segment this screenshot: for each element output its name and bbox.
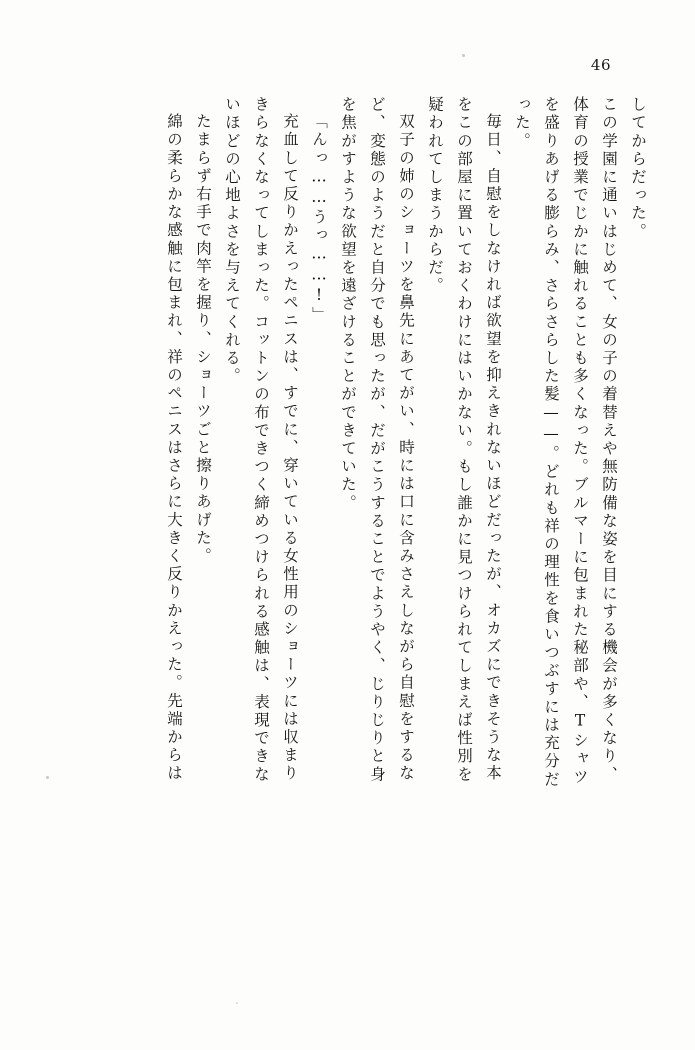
vertical-text-body: [52, 96, 645, 998]
text-column: 「んっ……うっ……!」: [310, 113, 328, 325]
scan-speck: [236, 1002, 238, 1004]
text-column: たまらず右手で肉竿を握り、ショーツごと擦りあげた。: [194, 113, 212, 566]
text-column: 疑われてしまうからだ。: [426, 96, 444, 296]
text-column: 毎日、自慰をしなければ欲望を抑えきれないほどだったが、オカズにできそうな本: [484, 113, 502, 783]
text-column: 充血して反りかえったペニスは、すでに、穿いている女性用のショーツには収まり: [281, 113, 299, 783]
text-column: 体育の授業でじかに触れることも多くなった。ブルマーに包まれた秘部や、Tシャツ: [571, 96, 589, 787]
scan-speck: [462, 54, 465, 57]
text-column: 綿の柔らかな感触に包まれ、祥のペニスはさらに大きく反りかえった。先端からは: [165, 113, 183, 783]
text-column: きらなくなってしまった。コットンの布できつく締めつけられる感触は、表現できな: [252, 96, 270, 784]
scan-speck: [46, 776, 49, 779]
text-column: ど、変態のようだと自分でも思ったが、だがこうすることでようやく、じりじりと身: [368, 96, 386, 784]
text-column: を盛りあげる膨らみ、さらさらした髪——。どれも祥の理性を食いつぶすには充分だ: [542, 96, 560, 789]
text-column: を焦がすような欲望を遠ざけることができていた。: [339, 96, 357, 513]
text-column: いほどの心地よさを与えてくれる。: [223, 96, 241, 386]
page-number: 46: [590, 56, 611, 74]
text-column: してからだった。: [629, 96, 647, 241]
text-column: この学園に通いはじめて、女の子の着替えや無防備な姿を目にする機会が多くなり、: [600, 96, 618, 784]
text-column: 双子の姉のショーツを鼻先にあてがい、時には口に含みさえしながら自慰をするな: [397, 113, 415, 783]
text-column: をこの部屋に置いておくわけにはいかない。もし誰かに見つけられてしまえば性別を: [455, 96, 473, 784]
text-column: った。: [513, 96, 531, 151]
